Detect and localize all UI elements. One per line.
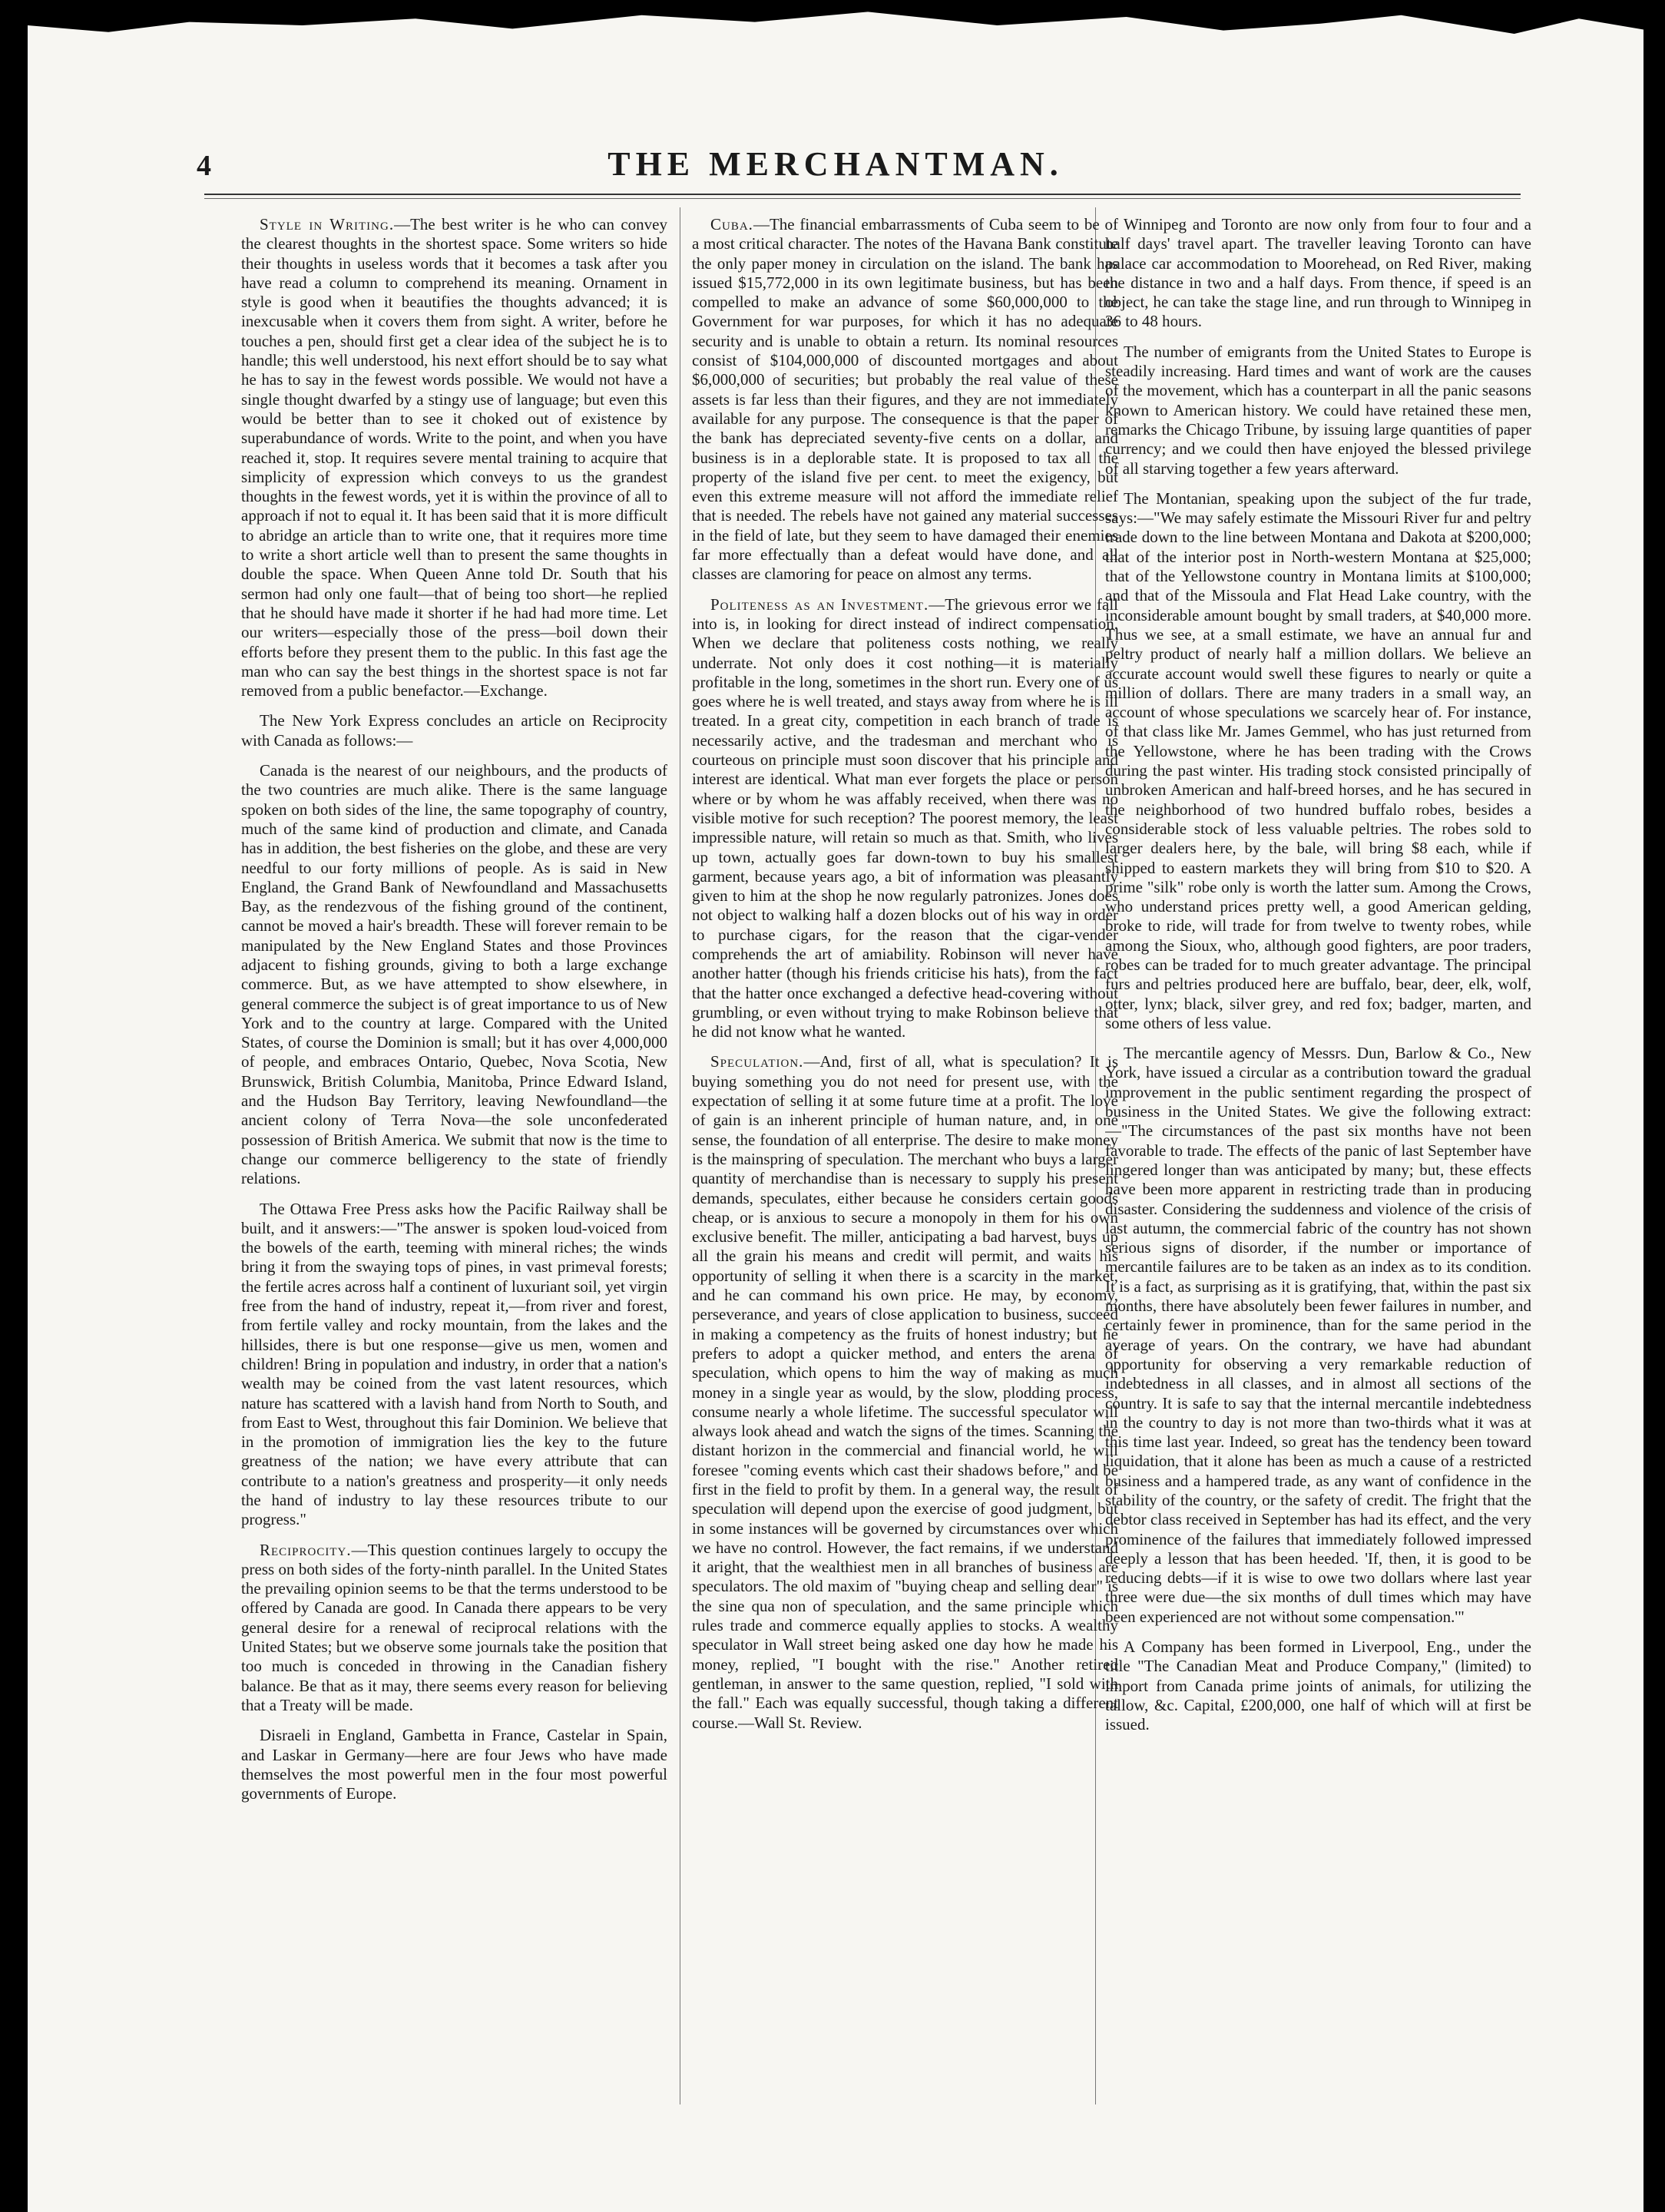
article-heading: Speculation. xyxy=(710,1052,804,1071)
column-2 xyxy=(692,215,1118,2135)
article-body: Winnipeg and Toronto are now only from four to four and a half days' travel apart. The traveller leaving Toronto can have palace car accommodation to Moorehead, on Red River, making the distance in two and a half days. From thence, if speed is an object, he can take the stage line, and run through to Winnipeg in 36 to 48 hours. xyxy=(1105,215,1531,331)
article-paragraph xyxy=(1105,343,1531,478)
article-paragraph xyxy=(1105,215,1531,332)
masthead-rule xyxy=(204,194,1521,195)
article-body: The number of emigrants from the United States to Europe is steadily increasing. Hard times and want of work are the causes of the movement, which has a counterpart in all the panic seasons known to American history. We could have retained these men, remarks the Chicago Tribune, by issuing large quantities of paper currency; and we could then have enjoyed the blessed privilege of all starving together a few years afterward. xyxy=(1105,342,1531,478)
article-paragraph xyxy=(1105,489,1531,1033)
article-body: —And, first of all, what is speculation? It is buying something you do not need for present use, with the expectation of selling it at some future time at a profit. The love of gain is an inherent principle of human nature, and, in one sense, the foundation of all enterprise. The desire to make money is the mainspring of speculation. The merchant who buys a larger quantity of merchandise than is necessary to supply his present demands, speculates, either because he considers certain goods cheap, or is anxious to secure a monopoly in them for his own exclusive benefit. The miller, anticipating a bad harvest, buys up all the grain his means and credit will permit, and waits his opportunity of selling it when there is a scarcity in the market, and he can command his own price. He may, by economy, perseverance, and years of close application to business, succeed in making a competency as the fruits of honest industry; but he prefers to adopt a quicker method, and enters the arena of speculation, which opens to him the way of making as much money in a single year as would, by the slow, plodding process, consume nearly a whole lifetime. The successful speculator will always look ahead and watch the signs of the times. Scanning the distant horizon in the commercial and financial world, he will foresee "coming events which cast their shadows before," and be first in the field to profit by them. In a general way, the result of speculation will depend upon the exercise of good judgment, but in some instances will be governed by circumstances over which we have no control. However, the fact remains, if we understand it aright, that the wealthiest men in all branches of business are speculators. The old maxim of "buying cheap and selling dear" is the sine qua non of speculation, and the same principle which rules trade and commerce equally applies to stocks. A wealthy speculator in Wall street being asked one day how he made his money, replied, "I bought with the rise." Another retired gentleman, in answer to the same question, replied, "I sold with the fall." Each was equally successful, though taking a different course.—Wall St. Review. xyxy=(692,1052,1118,1732)
article-body: Disraeli in England, Gambetta in France, Castelar in Spain, and Laskar in Germany—here are four Jews who have made themselves the most powerful men in the four most powerful governments of Europe. xyxy=(241,1726,667,1803)
article-heading: Reciprocity. xyxy=(260,1540,352,1559)
article-body: —The financial embarrassments of Cuba seem to be of a most critical character. The notes of the Havana Bank constitute the only paper money in circulation on the island. The bank has issued $15,772,000 in its own legitimate business, but has been compelled to make an advance of some $60,000,000 to the Government for war purposes, for which it has no adequate security and is unable to obtain a return. Its nominal resources consist of $104,000,000 of discounted mortgages and about $6,000,000 of securities; but probably the real value of these assets is far less than their figures, and they are not immediately available for any purpose. The consequence is that the paper of the bank has depreciated seventy-five cents on a dollar, and business is in a deplorable state. It is proposed to tax all the property of the island five per cent. to meet the exigency, but even this extreme measure will not afford the immediate relief that is needed. The rebels have not gained any material successes in the field of late, but they seem to have damaged their enemies far more effectually than a defeat would have done, and all classes are clamoring for peace on almost any terms. xyxy=(692,215,1118,584)
article-body: —This question continues largely to occupy the press on both sides of the forty-ninth parallel. In the United States the prevailing opinion seems to be that the terms understood to be offered by Canada are good. In Canada there appears to be very general desire for a renewal of reciprocal relations with the United States; but we observe some journals take the position that too much is conceded in throwing in the Canadian fishery balance. Be that as it may, there seems every reason for believing that a Treaty will be made. xyxy=(241,1540,667,1714)
article-body: —The grievous error we fall into is, in looking for direct instead of indirect compensation. When we declare that politeness costs nothing, we really underrate. Not only does it cost nothing—it is materially profitable in the long, sometimes in the short run. Every one of us goes where he is well treated, and stays away from where he is ill treated. In a great city, competition in each branch of trade is necessarily active, and the tradesman and merchant who is courteous on principle must soon discover that his principle and interest are identical. What man ever forgets the place or person where or by whom he was affably received, when there was no visible motive for such reception? The poorest memory, the least impressible nature, will retain so much as that. Smith, who lives up town, actually goes far down-town to buy his smallest garment, because years ago, a bit of information was pleasantly given to him at the shop he now regularly patronizes. Jones does not object to walking half a dozen blocks out of his way in order to purchase cigars, for the reason that the cigar-vender comprehends the art of amiability. Robinson will never have another hatter (though his friends criticise his hats), from the fact that the hatter once exchanged a defective head-covering without grumbling, or even without trying to make Robinson believe that he did not know what he wanted. xyxy=(692,594,1118,1041)
masthead xyxy=(28,144,1643,190)
article-paragraph xyxy=(241,1541,667,1716)
article-paragraph xyxy=(1105,1044,1531,1627)
article-paragraph xyxy=(1105,1637,1531,1734)
article-body: The New York Express concludes an article on Reciprocity with Canada as follows:— xyxy=(241,711,667,750)
masthead-rule-thin xyxy=(204,198,1521,199)
article-body: The Montanian, speaking upon the subject of the fur trade, says:—"We may safely estimate the Missouri River fur and peltry trade down to the line between Montana and Dakota at $200,000; that of the interior post in North-western Montana at $25,000; that of the Yellowstone country in Montana limits at $100,000; and that of the Missoula and Flat Head Lake country, with the inconsiderable amount bought by small traders, at $40,000 more. Thus we see, at a small estimate, we have an annual fur and peltry product of nearly half a million dollars. We believe an accurate account would swell these figures to nearly or quite a million of dollars. There are many traders in a small way, an account of whose speculations we scarcely hear of. For instance, of that class like Mr. James Gemmel, who has just returned from the Yellowstone, where he has been trading with the Crows during the past winter. His trading stock consisted principally of unbroken American and half-breed horses, and he has secured in the neighborhood of two hundred buffalo robes, besides a considerable stock of less valuable peltries. The robes sold to larger dealers here, by the bale, will bring $8 each, while if shipped to eastern markets they will bring from $10 to $20. A prime "silk" robe only is worth the latter sum. Among the Crows, who understand prices pretty well, a good American gelding, broke to ride, will trade for from twelve to twenty robes, while among the Sioux, who, although good fighters, are poor traders, robes can be traded for to much greater advantage. The principal furs and peltries produced here are buffalo, bear, deer, elk, wolf, otter, lynx; black, silver grey, and red fox; badger, marten, and some others of less value. xyxy=(1105,488,1531,1032)
article-heading: Cuba. xyxy=(710,215,753,233)
article-paragraph xyxy=(241,215,667,700)
page-number: 4 xyxy=(197,150,211,182)
newspaper-title: THE MERCHANTMAN. xyxy=(607,145,1064,183)
article-paragraph xyxy=(692,215,1118,584)
article-body: A Company has been formed in Liverpool, Eng., under the title "The Canadian Meat and Produce Company," (limited) to import from Canada prime joints of animals, for utilizing the tallow, &c. Capital, £200,000, one half of which will at first be issued. xyxy=(1105,1637,1531,1734)
article-heading: Style in Writing. xyxy=(260,215,395,233)
newspaper-page xyxy=(28,0,1643,2212)
article-body: The Ottawa Free Press asks how the Pacific Railway shall be built, and it answers:—"The answer is spoken loud-voiced from the bowels of the earth, teeming with mineral riches; the winds bring it from the swaying tops of pines, in vast primeval forests; the fertile acres across half a continent of luxuriant soil, yet virgin free from the hand of industry, repeat it,—from river and forest, from fertile valley and rocky mountain, from the lakes and the hillsides, there is but one response—give us men, women and children! Bring in population and industry, in order that a nation's wealth may be coined from the vast latent resources, which nature has scattered with a lavish hand from North to South, and from East to West, throughout this fair Dominion. We believe that in the promotion of immigration lies the key to the future greatness of the nation; we have every attribute that can contribute to a nation's greatness and prosperity—it only needs the hand of industry to lay these resources tribute to our progress." xyxy=(241,1199,667,1529)
article-paragraph xyxy=(241,711,667,750)
article-paragraph xyxy=(241,1200,667,1530)
article-body: The mercantile agency of Messrs. Dun, Barlow & Co., New York, have issued a circular as a contribution toward the gradual improvement in the public sentiment regarding the prospect of business in the United States. We give the following extract:—"The circumstances of the past six months have not been favorable to trade. The effects of the panic of last September have lingered longer than was anticipated by many; but, these effects have been more apparent in restricting trade than in producing disaster. Considering the suddenness and violence of the crisis of last autumn, the commercial fabric of the country has not shown serious signs of disorder, if the number or importance of mercantile failures are to be taken as an index as to its condition. It is a fact, as surprising as it is gratifying, that, within the past six months, there have absolutely been fewer failures in number, and certainly fewer in prominence, than for the same period in the average of years. On the contrary, we have had abundant opportunity for observing a very remarkable reduction of indebtedness in all classes, and in almost all sections of the country. It is safe to say that the internal mercantile indebtedness in the country to day is not more than two-thirds what it was at this time last year. Indeed, so great has the tendency been toward liquidation, that it alone has been as much a cause of a restricted business and a hampered trade, as any want of confidence in the stability of the country, or the safety of credit. The fright that the debtor class received in September has had its effect, and the very prominence of the failures that immediately followed impressed deeply a lesson that has been heeded. 'If, then, it is good to be reducing debts—if it is wise to owe two dollars where last year three were due—the six months of dull times which may have been experienced are not without some compensation.'" xyxy=(1105,1044,1531,1626)
article-body: Canada is the nearest of our neighbours, and the products of the two countries are much alike. There is the same language spoken on both sides of the line, the same topography of country, much of the same kind of production and climate, and Canada has in addition, the best fisheries on the globe, and these are very needful to our forty millions of people. As is said in New England, the Grand Bank of Newfoundland and Massachusetts Bay, as the rendezvous of the fishing ground of the continent, cannot be moved a hair's breadth. These will forever remain to be manipulated by the New England States and those Provinces adjacent to fishing grounds, giving to both a large exchange commerce. But, as we have attempted to show elsewhere, in general commerce the subject is of great importance to us of New York and to the country at large. Compared with the United States, of course the Dominion is small; but it has over 4,000,000 of people, and embraces Ontario, Quebec, Nova Scotia, New Brunswick, British Columbia, Manitoba, Prince Edward Island, and the Hudson Bay Territory, leaving Newfoundland—the ancient colony of Terra Nova—the sole unconfederated possession of British America. We submit that now is the time to change our commerce belligerency to the state of friendly relations. xyxy=(241,761,667,1188)
article-paragraph xyxy=(241,1726,667,1803)
article-body: —The best writer is he who can convey the clearest thoughts in the shortest space. Some writers so hide their thoughts in useless words that it becomes a task after you have read a column to comprehend its meaning. Ornament in style is good when it beautifies the thoughts advanced; it is inexcusable when it covers them from sight. A writer, before he touches a pen, should first get a clear idea of the subject he is to handle; this well understood, his next effort should be to say what he has to say in the fewest words possible. We would not have a single thought dwarfed by a stingy use of language; but even this would be better than to see it choked out of existence by superabundance of words. Write to the point, and when you have reached it, stop. It requires severe mental training to acquire that simplicity of expression which conveys to us the grandest thoughts in the fewest words, yet it is within the province of all to approach if not to equal it. It has been said that it is more difficult to abridge an article than to write one, that it requires more time to write a short article well than to present the same thoughts in double the space. When Queen Anne told Dr. South that his sermon had only one fault—that of being too short—he replied that he should have made it shorter if he had had more time. Let our writers—especially those of the press—boil down their efforts before they present them to the public. In this fast age the man who can say the best things in the shortest space is not far removed from a public benefactor.—Exchange. xyxy=(241,215,667,700)
column-3 xyxy=(1105,215,1531,2135)
article-heading: Politeness as an Investment. xyxy=(710,594,929,614)
article-paragraph xyxy=(692,1052,1118,1732)
article-paragraph xyxy=(692,595,1118,1042)
torn-edge xyxy=(28,0,1643,84)
column-1 xyxy=(241,215,667,2135)
article-paragraph xyxy=(241,761,667,1189)
